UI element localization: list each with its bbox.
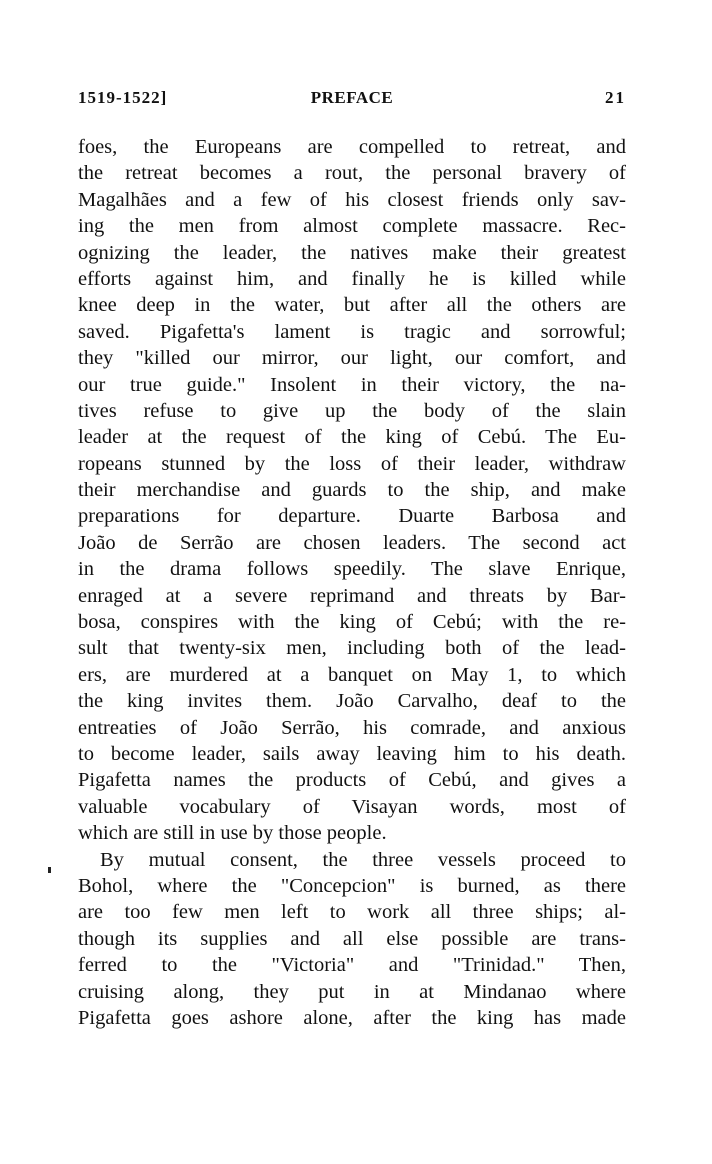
text-line: cruising along, they put in at Mindanao where: [78, 980, 626, 1003]
running-head-title: PREFACE: [310, 88, 394, 107]
text-line: ers, are murdered at a banquet on May 1, to which: [78, 663, 626, 686]
text-line: efforts against him, and finally he is killed while: [78, 267, 626, 290]
text-line: the king invites them. João Carvalho, deaf to the: [78, 690, 626, 713]
text-line: to become leader, sails away leaving him to his death.: [78, 742, 626, 765]
text-line: which are still in use by those people.: [78, 822, 387, 845]
text-line: they "killed our mirror, our light, our comfort, and: [78, 347, 626, 370]
text-line: Pigafetta goes ashore alone, after the king has made: [78, 1006, 626, 1029]
text-line: sult that twenty-six men, including both of the lead-: [78, 637, 626, 660]
text-line: the retreat becomes a rout, the personal bravery of: [78, 162, 626, 185]
text-line: entreaties of João Serrão, his comrade, and anxious: [78, 716, 626, 739]
text-line: Bohol, where the "Concepcion" is burned, as there: [78, 874, 626, 897]
running-head: [78, 88, 626, 114]
text-line: Pigafetta names the products of Cebú, and gives a: [78, 769, 626, 792]
text-line: in the drama follows speedily. The slave Enrique,: [78, 558, 626, 581]
text-line: our true guide." Insolent in their victory, the na-: [78, 373, 626, 396]
text-line: saved. Pigafetta's lament is tragic and sorrowful;: [78, 320, 626, 343]
text-line: are too few men left to work all three ships; al-: [78, 901, 626, 924]
text-line: ropeans stunned by the loss of their leader, withdraw: [78, 452, 626, 475]
text-line: valuable vocabulary of Visayan words, most of: [78, 795, 626, 818]
text-line: Magalhães and a few of his closest friends only sav-: [78, 188, 626, 211]
body-text: [78, 134, 626, 1031]
paragraph: [78, 847, 626, 1032]
text-line: preparations for departure. Duarte Barbosa and: [78, 505, 626, 528]
text-line: though its supplies and all else possible are trans-: [78, 927, 626, 950]
text-line: ognizing the leader, the natives make their greatest: [78, 241, 626, 264]
text-line: ferred to the "Victoria" and "Trinidad." Then,: [78, 954, 626, 977]
text-line: leader at the request of the king of Cebú. The Eu-: [78, 426, 626, 449]
text-line: ing the men from almost complete massacre. Rec-: [78, 215, 626, 238]
text-line: By mutual consent, the three vessels proceed to: [100, 848, 626, 871]
paragraph: [78, 134, 626, 847]
text-line: knee deep in the water, but after all the others are: [78, 294, 626, 317]
text-line: bosa, conspires with the king of Cebú; with the re-: [78, 611, 626, 634]
text-line: foes, the Europeans are compelled to retreat, and: [78, 136, 626, 158]
margin-mark: [48, 867, 51, 873]
text-line: tives refuse to give up the body of the slain: [78, 399, 626, 422]
page-number: 21: [605, 88, 626, 107]
running-head-dates: 1519-1522]: [78, 88, 168, 107]
text-line: enraged at a severe reprimand and threats by Bar-: [78, 584, 626, 607]
text-line: João de Serrão are chosen leaders. The second act: [78, 531, 626, 554]
text-line: their merchandise and guards to the ship, and make: [78, 479, 626, 502]
